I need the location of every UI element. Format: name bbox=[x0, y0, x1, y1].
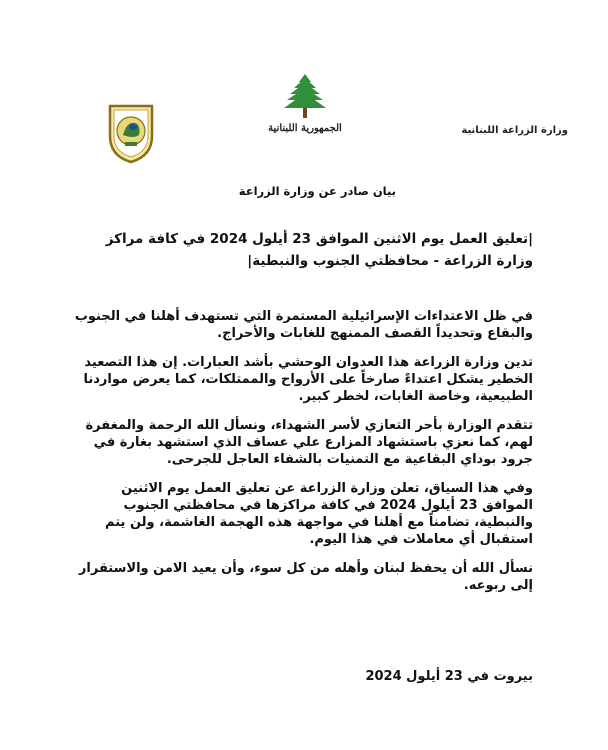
paragraph: نسأل الله أن يحفظ لبنان وأهله من كل سوء، وأن يعيد الامن والاستقرار إلى ربوعه. bbox=[78, 561, 533, 593]
place-date-signoff: بيروت في 23 أيلول 2024 bbox=[365, 669, 533, 684]
paragraph: تتقدم الوزارة بأحر التعازي لأسر الشهداء، ونسأل الله الرحمة والمغفرة لهم، كما نعزي باستشهاد المزارع علي عساف الذي استشهد بغارة في جرود بوداي البقاعية مع التمنيات بالشفاء العاجل للجرحى. bbox=[85, 418, 533, 467]
republic-name: الجمهورية اللبنانية bbox=[268, 123, 342, 134]
statement-line: بيان صادر عن وزارة الزراعة bbox=[238, 184, 396, 198]
republic-block bbox=[255, 72, 355, 134]
statement-title: |تعليق العمل يوم الاثنين الموافق 23 أيلول 2024 في كافة مراكز وزارة الزراعة - محافظتي الجنوب والنبطية| bbox=[105, 231, 533, 269]
letterhead bbox=[0, 0, 608, 160]
ministry-emblem-icon bbox=[106, 102, 156, 164]
ministry-name: وزارة الزراعة اللبنانية bbox=[461, 125, 568, 136]
statement-body bbox=[73, 308, 533, 606]
paragraph: في ظل الاعتداءات الإسرائيلية المستمرة التي تستهدف أهلنا في الجنوب والبقاع وتحديداً القصف الممنهج للغابات والأحراج. bbox=[74, 309, 533, 341]
paragraph: تدين وزارة الزراعة هذا العدوان الوحشي بأشد العبارات. إن هذا التصعيد الخطير يشكل اعتداءً صارخاً على الأرواح والممتلكات، كما يعرض مواردنا الطبيعية، وخاصة الغابات، لخطر كبير. bbox=[83, 355, 533, 404]
lebanon-cedar-icon bbox=[282, 72, 328, 120]
paragraph: وفي هذا السياق، تعلن وزارة الزراعة عن تعليق العمل يوم الاثنين الموافق 23 أيلول 2024 في كافة مراكزها في محافظتي الجنوب والنبطية، تضامناً مع أهلنا في مواجهة هذه الهجمة الغاشمة، ولن يتم استقبال أي معاملات في هذا اليوم. bbox=[105, 481, 533, 547]
